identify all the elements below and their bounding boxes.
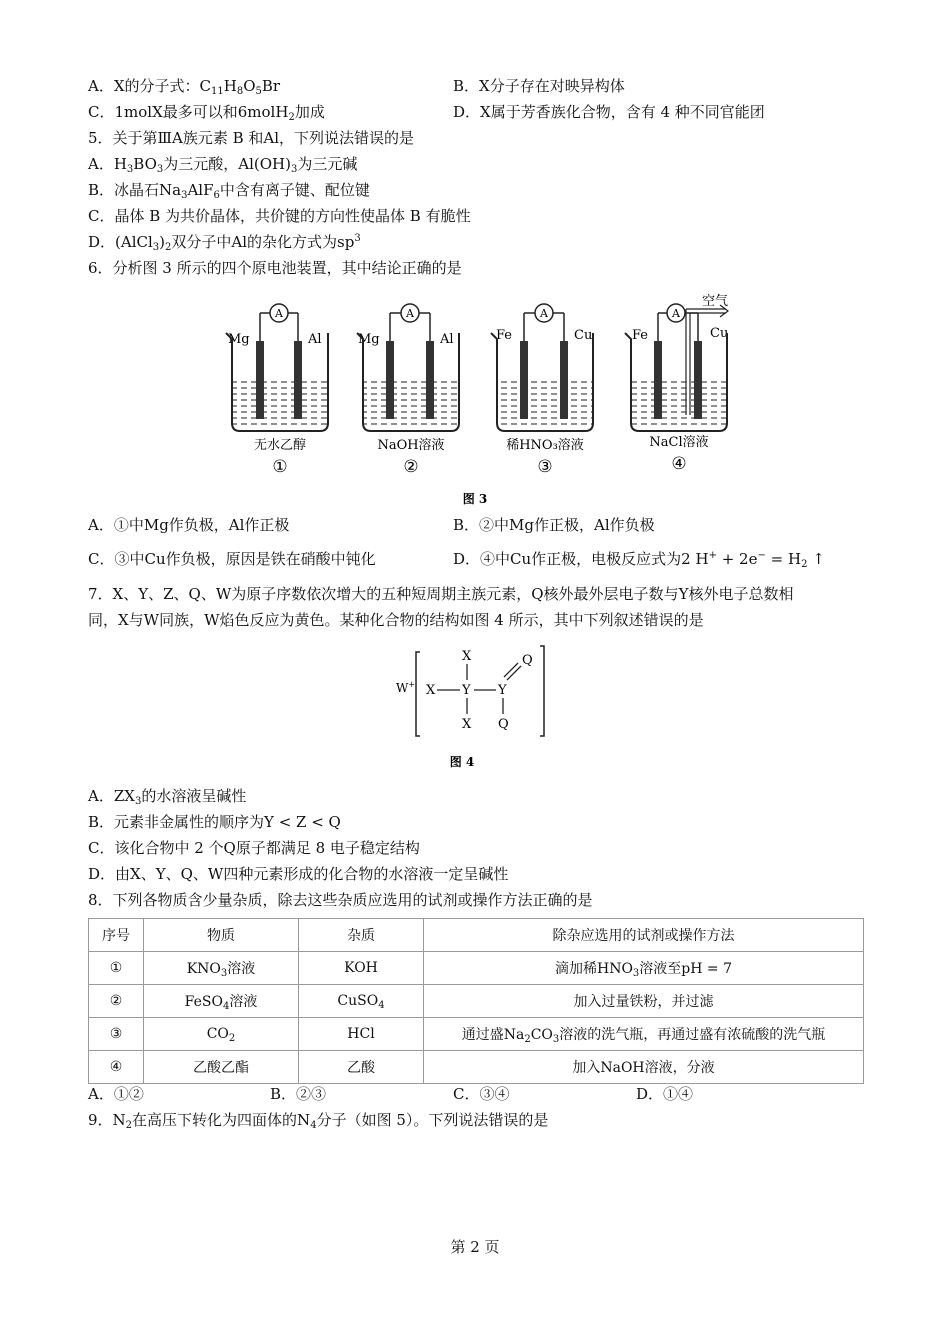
atom-x-top: X — [462, 649, 472, 664]
header-impurity: 杂质 — [299, 919, 424, 952]
q7-option-a: A．$ZX_3$的水溶液呈碱性 — [88, 787, 247, 807]
q5-option-b: B．冰晶石$Na_3AlF_6$中含有离子键、配位键 — [88, 181, 370, 201]
table-row — [89, 1051, 864, 1084]
q4-option-c: C．1molX最多可以和6molH$_2$加成 — [88, 103, 325, 123]
q4-option-d: D．X属于芳香族化合物，含有 4 种不同官能团 — [453, 103, 765, 121]
row-impurity: KOH — [299, 952, 424, 985]
cell-3-right-electrode: Cu — [574, 328, 593, 343]
table-row — [89, 952, 864, 985]
q7-stem-line1: 7．X、Y、Z、Q、W为原子序数依次增大的五种短周期主族元素，Q核外最外层电子数与Y核外电子总数相 — [88, 585, 794, 603]
cell-4-number: ④ — [671, 454, 687, 474]
figure-3-caption: 图 3 — [462, 492, 488, 506]
row-method: 滴加稀$HNO_3$溶液至pH = 7 — [424, 952, 864, 985]
cell-1-number: ① — [272, 457, 288, 477]
cell-4-air-label: 空气 — [702, 294, 729, 309]
row-no: ② — [89, 985, 144, 1018]
atom-x-bottom: X — [462, 717, 472, 732]
row-impurity: CuSO$_4$ — [299, 985, 424, 1018]
q8-option-c: C．③④ — [453, 1085, 510, 1103]
atom-y-2: Y — [498, 683, 507, 698]
q6-option-b: B．②中Mg作正极，Al作负极 — [453, 516, 655, 534]
left-bracket — [416, 652, 420, 736]
cell-1 — [226, 304, 328, 477]
row-impurity: HCl — [299, 1018, 424, 1051]
q6-option-a: A．①中Mg作负极，Al作正极 — [88, 516, 290, 534]
cell-3-solution: 稀HNO₃溶液 — [506, 438, 584, 453]
ammeter-label: A — [672, 307, 680, 320]
q7-option-c: C．该化合物中 2 个Q原子都满足 8 电子稳定结构 — [88, 839, 420, 857]
q6-stem: 6．分析图 3 所示的四个原电池装置，其中结论正确的是 — [88, 259, 462, 277]
row-substance: $CO_2$ — [144, 1018, 299, 1051]
table-row — [89, 1018, 864, 1051]
right-bracket — [540, 646, 544, 736]
row-substance: FeSO$_4$溶液 — [144, 985, 299, 1018]
cell-1-left-electrode: Mg — [228, 332, 250, 347]
row-method: 加入NaOH溶液，分液 — [424, 1051, 864, 1084]
q8-option-b: B．②③ — [270, 1085, 327, 1103]
row-method: 加入过量铁粉，并过滤 — [424, 985, 864, 1018]
cell-3 — [491, 304, 593, 477]
page-number: 第 2 页 — [450, 1238, 500, 1256]
row-no: ④ — [89, 1051, 144, 1084]
q5-option-d: D．$(AlCl_3)_2$双分子中Al的杂化方式为$sp^3$ — [88, 233, 361, 253]
q8-table — [88, 918, 864, 1084]
q6-option-c: C．③中Cu作负极，原因是铁在硝酸中钝化 — [88, 550, 376, 568]
q7-option-b: B．元素非金属性的顺序为Y < Z < Q — [88, 813, 341, 831]
header-substance: 物质 — [144, 919, 299, 952]
cell-1-solution: 无水乙醇 — [253, 438, 307, 453]
header-method: 除杂应选用的试剂或操作方法 — [424, 919, 864, 952]
cell-2-left-electrode: Mg — [358, 332, 380, 347]
q7-stem-line2: 同，X与W同族，W焰色反应为黄色。某种化合物的结构如图 4 所示，其中下列叙述错误的是 — [88, 611, 704, 629]
q9-stem: 9．$N_2$在高压下转化为四面体的$N_4$分子（如图 5）。下列说法错误的是 — [88, 1111, 549, 1131]
q5-stem: 5．关于第ⅢA族元素 B 和Al，下列说法错误的是 — [88, 129, 415, 147]
ammeter-label: A — [275, 307, 283, 320]
cell-4-solution: NaCl溶液 — [649, 435, 709, 450]
q8-option-d: D．①④ — [636, 1085, 694, 1103]
cell-2-number: ② — [403, 457, 419, 477]
cell-3-number: ③ — [537, 457, 553, 477]
ammeter-label: A — [406, 307, 414, 320]
w-cation: W+ — [396, 680, 416, 695]
cell-2-right-electrode: Al — [440, 332, 454, 347]
figure-4-structure — [390, 640, 560, 780]
q5-option-a: A．$H_3BO_3$为三元酸，$Al(OH)_3$为三元碱 — [88, 155, 358, 175]
ammeter-label: A — [540, 307, 548, 320]
q4-option-a: A．X的分子式：$C_{11}H_8O_5Br$ — [88, 77, 281, 97]
q8-stem: 8．下列各物质含少量杂质，除去这些杂质应选用的试剂或操作方法正确的是 — [88, 891, 593, 909]
atom-x-left: X — [426, 683, 436, 698]
table-row — [89, 985, 864, 1018]
row-no: ③ — [89, 1018, 144, 1051]
q6-option-d: D．④中Cu作正极，电极反应式为2 $H^+ + 2e^- = H_2$ ↑ — [453, 550, 825, 570]
row-method: 通过盛$Na_2CO_3$溶液的洗气瓶，再通过盛有浓硫酸的洗气瓶 — [424, 1018, 864, 1051]
figure-3-galvanic-cells — [220, 283, 760, 513]
atom-q-top: Q — [522, 653, 533, 668]
table-header-row — [89, 919, 864, 952]
cell-4 — [625, 293, 728, 474]
row-substance: $KNO_3$溶液 — [144, 952, 299, 985]
atom-y-1: Y — [462, 683, 471, 698]
cell-3-left-electrode: Fe — [496, 328, 513, 343]
cell-2 — [357, 304, 459, 477]
q4-option-b: B．X分子存在对映异构体 — [453, 77, 625, 95]
row-substance: 乙酸乙酯 — [144, 1051, 299, 1084]
header-no: 序号 — [89, 919, 144, 952]
figure-4-caption: 图 4 — [449, 755, 475, 769]
row-no: ① — [89, 952, 144, 985]
cell-4-left-electrode: Fe — [632, 328, 649, 343]
q7-option-d: D．由X、Y、Q、W四种元素形成的化合物的水溶液一定呈碱性 — [88, 865, 509, 883]
row-impurity: 乙酸 — [299, 1051, 424, 1084]
cell-4-right-electrode: Cu — [710, 326, 729, 341]
q5-option-c: C．晶体 B 为共价晶体，共价键的方向性使晶体 B 有脆性 — [88, 207, 471, 225]
cell-1-right-electrode: Al — [308, 332, 322, 347]
cell-2-solution: NaOH溶液 — [377, 438, 445, 453]
q8-option-a: A．①② — [88, 1085, 144, 1103]
atom-q-bottom: Q — [498, 717, 509, 732]
